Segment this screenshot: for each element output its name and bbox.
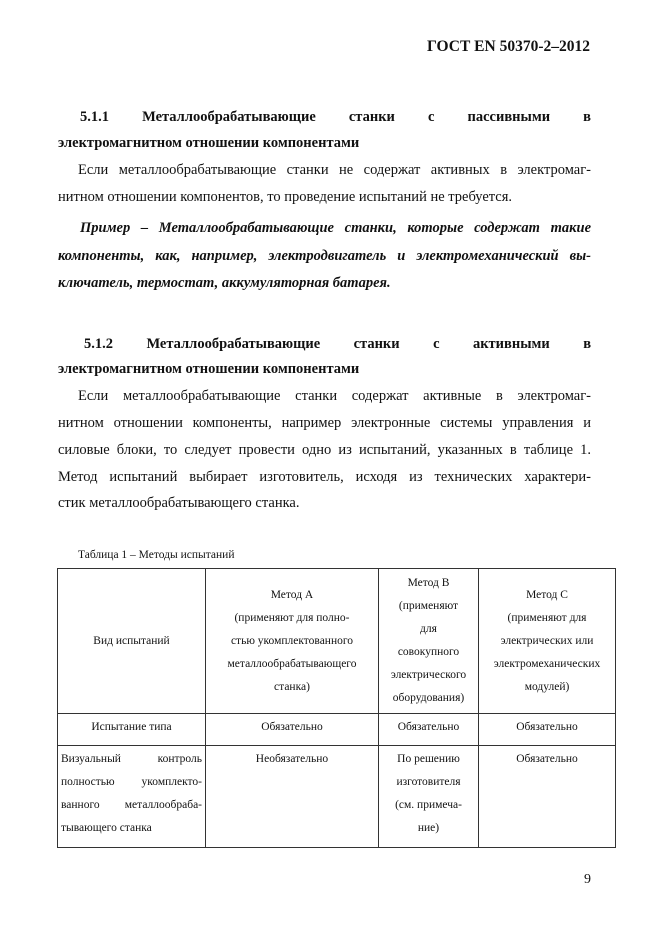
paragraph-line: Метод испытаний выбирает изготовитель, исходя из технических характери- [58,469,591,485]
page-number: 9 [584,872,591,887]
heading-word: в [583,336,592,352]
cell-line: (см. примеча- [395,799,462,811]
section-number: 5.1.2 [84,336,113,352]
header-text: металлообрабатывающего [227,657,357,670]
paragraph-line: стик металлообрабатывающего станка. [58,495,300,511]
cell-line: изготовителя [396,776,461,788]
header-text: (применяют для [507,611,587,624]
header-test-type [58,569,206,714]
heading-word: станки [353,336,400,352]
table-cell: Обязательно [206,714,379,746]
header-method-b [379,569,479,714]
cell-line: тывающего станка [61,822,152,834]
table-cell [58,746,206,848]
header-text: модулей) [524,680,570,693]
paragraph-line: Если металлообрабатывающие станки содержат активные в электромаг- [78,388,591,404]
paragraph-line: нитном отношении компонентов, то проведение испытаний не требуется. [58,189,513,205]
header-text: (применяют для полно- [234,611,350,624]
cell-line: ние) [417,822,440,834]
example-line: компоненты, как, например, электродвигатель и электромеханический вы- [58,248,591,264]
header-text: совокупного [397,646,460,658]
example-line: ключатель, термостат, аккумуляторная батарея. [58,275,391,291]
heading-word: с [428,109,435,125]
header-text: для [420,623,437,635]
example-line: Пример – Металлообрабатывающие станки, которые содержат такие [80,220,591,236]
cell-line: Визуальный контроль [61,753,202,765]
heading-word: в [583,109,592,125]
cell-line: ванного металлообраба- [61,799,202,811]
header-method-a [206,569,379,714]
heading-word: пассивными [467,109,551,125]
section-5-1-1-heading-line2: электромагнитном отношении компонентами [58,135,360,151]
header-text: электромеханических [493,657,601,670]
heading-word: активными [472,336,550,352]
heading-word: Металлообрабатывающие [142,109,316,125]
header-text: электрического [390,669,467,681]
table-cell: Необязательно [206,746,379,848]
test-methods-table [57,568,616,848]
section-5-1-2-heading-line2: электромагнитном отношении компонентами [58,361,360,377]
heading-word: с [433,336,440,352]
heading-word: станки [348,109,395,125]
table-cell [379,746,479,848]
section-5-1-1-heading [80,108,591,126]
table-row [58,746,616,848]
table-cell: Обязательно [479,714,616,746]
header-text: стью укомплектованного [230,634,354,647]
header-text: оборудования) [392,692,465,704]
header-text: (применяют [398,600,459,612]
paragraph-line: нитном отношении компоненты, например электронные системы управления и [58,415,591,431]
header-text: Вид испытаний [93,634,170,647]
header-text: электрических или [500,634,594,647]
table-header-row [58,569,616,714]
cell-line: полностью укомплекто- [61,776,202,788]
header-text: Метод С [526,588,568,601]
header-text: Метод В [407,577,450,589]
table-cell: Обязательно [379,714,479,746]
table-cell: Испытание типа [58,714,206,746]
paragraph-line: Если металлообрабатывающие станки не содержат активных в электромаг- [78,162,591,178]
section-5-1-2-heading [84,335,591,353]
heading-word: Металлообрабатывающие [146,336,321,352]
cell-line: По решению [397,753,460,765]
table-cell: Обязательно [479,746,616,848]
table-row [58,714,616,746]
section-number: 5.1.1 [80,109,109,125]
table-caption: Таблица 1 – Методы испытаний [78,549,235,561]
standard-designation: ГОСТ EN 50370-2–2012 [427,38,590,55]
paragraph-line: силовые блоки, то следует провести одно из испытаний, указанных в таблице 1. [58,442,591,458]
header-text: Метод А [270,588,314,601]
header-text: станка) [274,680,310,693]
header-method-c [479,569,616,714]
